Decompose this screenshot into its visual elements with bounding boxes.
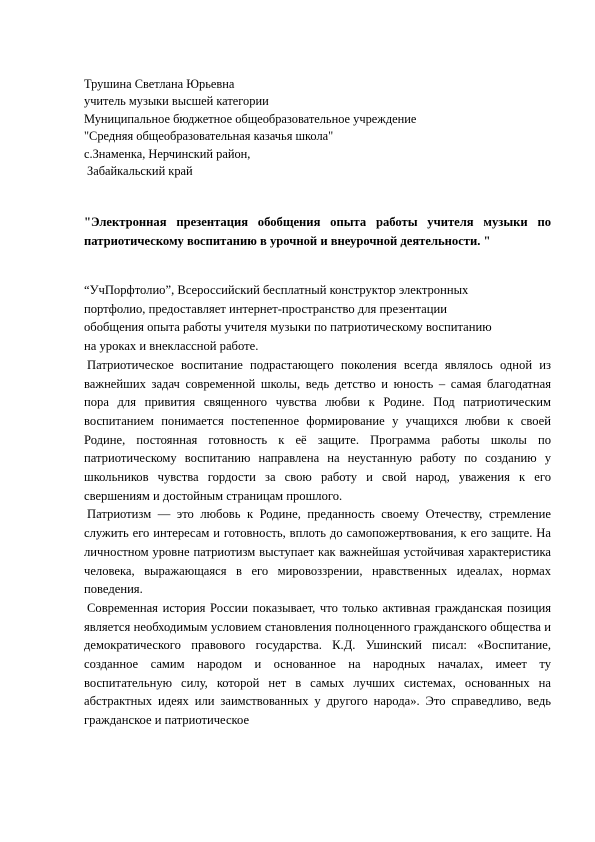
body-paragraph: Современная история России показывает, что только активная гражданская позиция является необходимым условием становления полноценного гражданского общества и демократического правового государства. К.Д. Ушинский писал: «Воспитание, созданное самим народом и основанное на народных началах, имеет ту воспитательную силу, которой нет в самых лучших системах, основанных на абстрактных идеях или заимствованных у другого народа». Это справедливо, ведь гражданское и патриотическое xyxy=(84,600,551,728)
body-paragraph: Патриотическое воспитание подрастающего поколения всегда являлось одной из важнейших задач современной школы, ведь детство и юность – самая благодатная пора для привития священного чувства любви к Родине. Под патриотическим воспитанием понимается постепенное формирование у учащихся любви к своей Родине, постоянная готовность к её защите. Программа работы школы по патриотическому воспитанию направлена на неустанную работу по созданию у школьников чувства гордости за свою работу и свой народ, уважения к его свершениям и достойным страницам прошлого. xyxy=(84,357,551,503)
body-paragraph: Патриотизм — это любовь к Родине, преданность своему Отечеству, стремление служить его интересам и готовность, вплоть до самопожертвования, к его защите. На личностном уровне патриотизм выступает как важнейшая устойчивая характеристика человека, выражающаяся в его мировоззрении, нравственных идеалах, нормах поведения. xyxy=(84,507,551,597)
author-locality: с.Знаменка, Нерчинский район, xyxy=(84,146,251,161)
intro-word: на xyxy=(84,339,97,354)
intro-word: и xyxy=(139,339,147,354)
intro-line-spread xyxy=(84,337,551,356)
document-body xyxy=(84,281,551,730)
intro-line: портфолио, предоставляет интернет-пространство для презентации xyxy=(84,301,447,316)
intro-line: обобщения опыта работы учителя музыки по патриотическому воспитанию xyxy=(84,320,492,335)
author-school: "Средняя общеобразовательная казачья школа" xyxy=(84,129,334,144)
document-title: "Электронная презентация обобщения опыта работы учителя музыки по патриотическому воспитанию в урочной и внеурочной деятельности. " xyxy=(84,215,551,248)
author-org-type: Муниципальное бюджетное общеобразовательное учреждение xyxy=(84,111,417,126)
author-block xyxy=(84,76,524,180)
intro-paragraph xyxy=(84,281,551,356)
author-position: учитель музыки высшей категории xyxy=(84,94,269,109)
intro-word: уроках xyxy=(99,339,137,354)
intro-line: “УчПорфтолио”, Всероссийский бесплатный конструктор электронных xyxy=(84,283,469,297)
intro-word: работе. xyxy=(219,339,259,354)
author-region: Забайкальский край xyxy=(87,164,193,179)
intro-word: внеклассной xyxy=(149,339,217,354)
author-name: Трушина Светлана Юрьевна xyxy=(84,77,235,91)
